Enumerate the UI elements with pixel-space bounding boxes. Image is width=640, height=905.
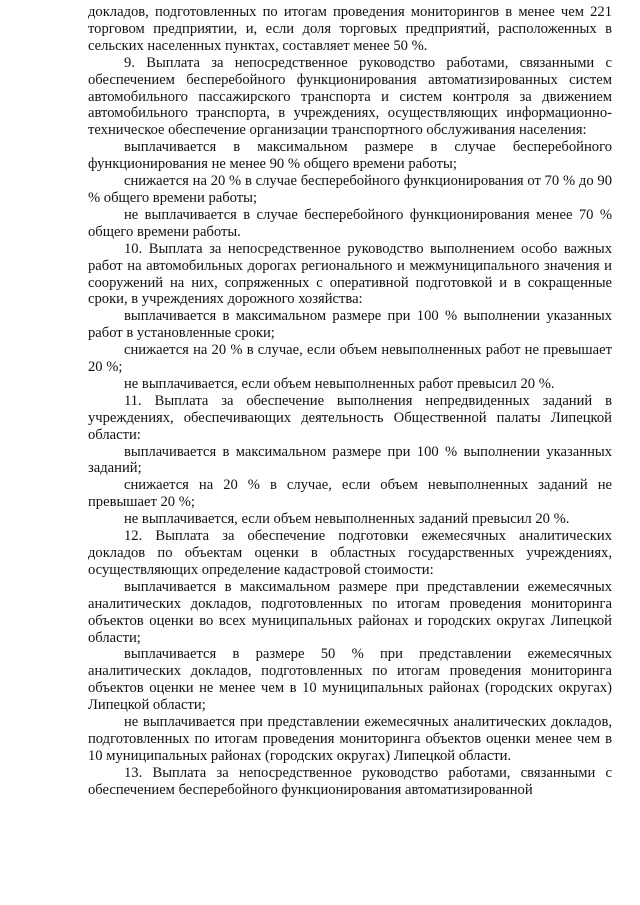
paragraph-item-10: 10. Выплата за непосредственное руководство выполнением особо важных работ на автомобильных дорогах регионального и межмуниципального значения и сооружений на них, сопряженных с оперативной подготовкой и в сокращенные сроки, в учреждениях дорожного хозяйства:: [88, 240, 612, 308]
paragraph-item-12: 12. Выплата за обеспечение подготовки ежемесячных аналитических докладов по объектам оценки в областных государственных учреждениях, осуществляющих определение кадастровой стоимости:: [88, 528, 612, 578]
paragraph-item-11: 11. Выплата за обеспечение выполнения непредвиденных заданий в учреждениях, обеспечивающих деятельность Общественной палаты Липецкой области:: [88, 392, 612, 443]
paragraph-item-11-full: выплачивается в максимальном размере при 100 % выполнении указанных заданий;: [88, 443, 612, 477]
document-page: [88, 0, 612, 799]
paragraph-item-9-none: не выплачивается в случае бесперебойного функционирования менее 70 % общего времени работы.: [88, 206, 612, 240]
paragraph-item-11-reduced: снижается на 20 % в случае, если объем невыполненных заданий не превышает 20 %;: [88, 477, 612, 511]
paragraph-item-10-none: не выплачивается, если объем невыполненных работ превысил 20 %.: [124, 375, 555, 392]
paragraph-item-9-reduced: снижается на 20 % в случае бесперебойного функционирования от 70 % до 90 % общего времени работы;: [88, 173, 612, 206]
paragraph-item-9: 9. Выплата за непосредственное руководство работами, связанными с обеспечением бесперебойного функционирования автоматизированных систем автомобильного пассажирского транспорта и систем контроля за движением автомобильного транспорта, в учреждениях, осуществляющих информационно-техническое обеспечение организации транспортного обслуживания населения:: [88, 54, 612, 139]
paragraph-item-10-reduced: снижается на 20 % в случае, если объем невыполненных работ не превышает 20 %;: [88, 342, 612, 376]
paragraph-item-9-full: выплачивается в максимальном размере в случае бесперебойного функционирования не менее 90 % общего времени работы;: [88, 139, 612, 173]
paragraph-continuation: докладов, подготовленных по итогам проведения мониторингов в менее чем 221 торговом предприятии, и, если доля торговых предприятий, расположенных в сельских населенных пунктах, составляет менее 50 %.: [88, 4, 612, 54]
paragraph-item-12-full: выплачивается в максимальном размере при представлении ежемесячных аналитических докладов, подготовленных по итогам проведения мониторинга объектов оценки во всех муниципальных районах и городских округах Липецкой области;: [88, 578, 612, 646]
paragraph-item-12-none: не выплачивается при представлении ежемесячных аналитических докладов, подготовленных по итогам проведения мониторинга объектов оценки менее чем в 10 муниципальных районах (городских округах) Липецкой области.: [88, 714, 612, 764]
paragraph-item-11-none: не выплачивается, если объем невыполненных заданий превысил 20 %.: [124, 511, 570, 528]
paragraph-item-13: 13. Выплата за непосредственное руководство работами, связанными с обеспечением бесперебойного функционирования автоматизированной: [88, 764, 612, 798]
paragraph-item-10-full: выплачивается в максимальном размере при 100 % выполнении указанных работ в установленные сроки;: [88, 308, 612, 342]
paragraph-item-12-half: выплачивается в размере 50 % при представлении ежемесячных аналитических докладов, подготовленных по итогам проведения мониторинга объектов оценки не менее чем в 10 муниципальных районах (городских округах) Липецкой области;: [88, 646, 612, 714]
